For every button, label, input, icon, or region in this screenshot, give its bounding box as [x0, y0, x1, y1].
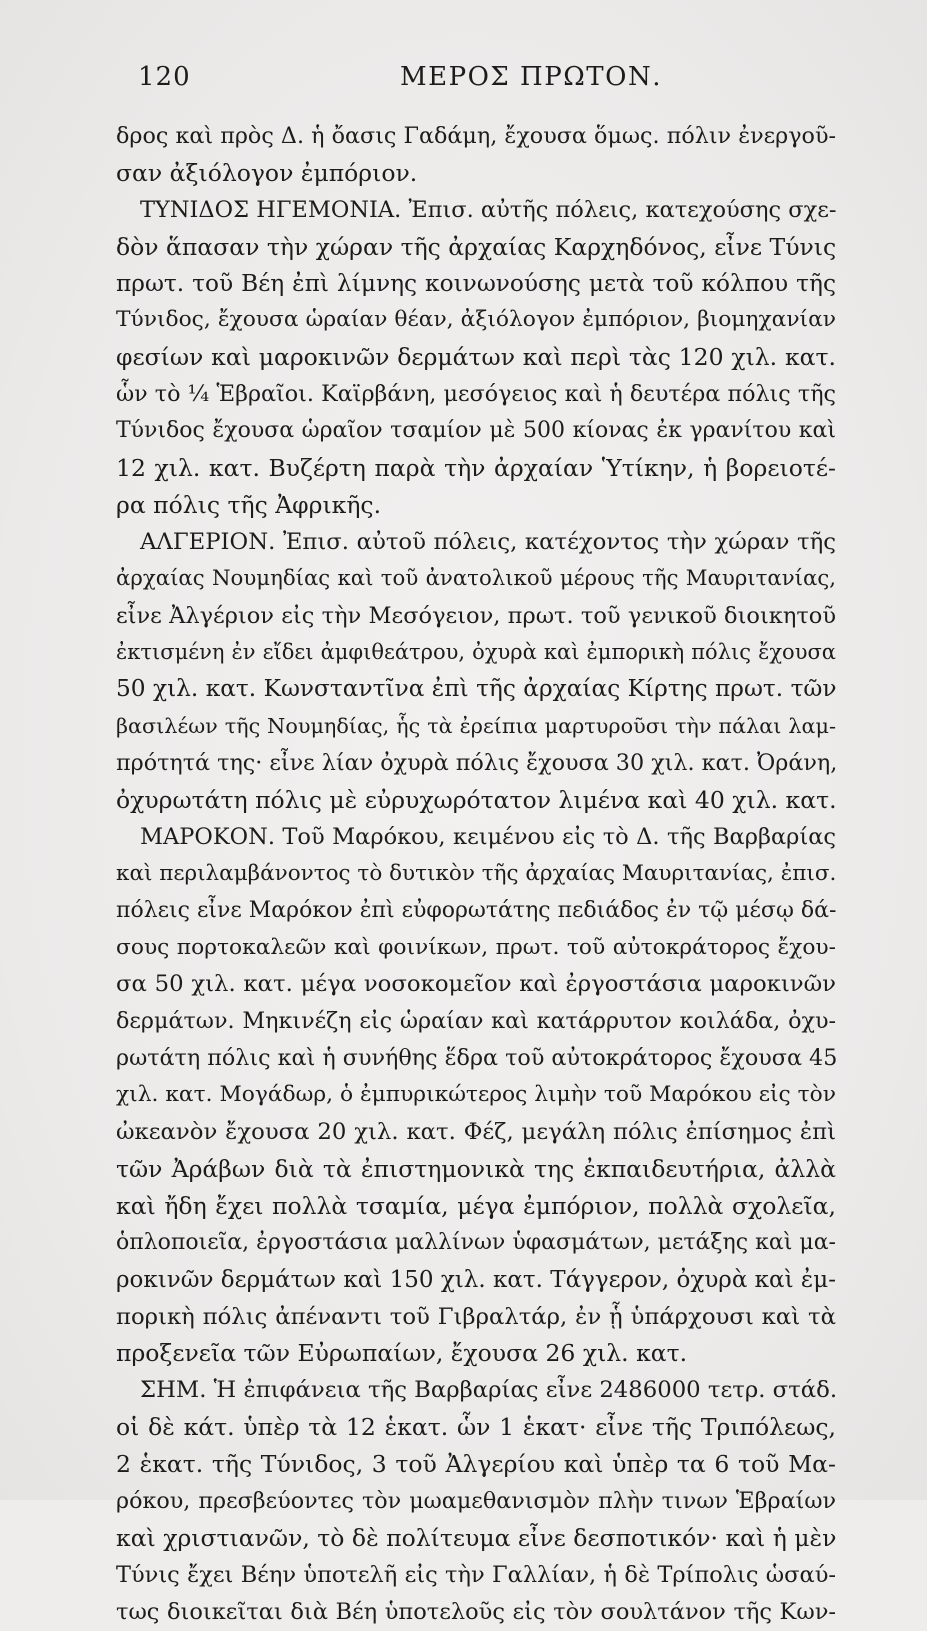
text-line: ὠκεανὸν ἔχουσα 20 χιλ. κατ. Φέζ, μεγάλη πόλις ἐπίσημος ἐπὶ	[116, 1119, 836, 1146]
text-line: πορικὴ πόλις ἀπέναντι τοῦ Γιβραλτάρ, ἐν ᾗ ὑπάρχουσι καὶ τὰ	[116, 1303, 836, 1330]
text-line: δερμάτων. Μηκινέζη εἰς ὡραίαν καὶ κατάρρυτον κοιλάδα, ὀχυ-	[116, 1008, 836, 1035]
text-line: σους πορτοκαλεῶν καὶ φοινίκων, πρωτ. τοῦ αὐτοκράτορος ἔχου-	[116, 934, 836, 960]
text-line: ΑΛΓΕΡΙΟΝ. Ἐπισ. αὐτοῦ πόλεις, κατέχοντος τὴν χώραν τῆς	[140, 528, 836, 555]
text-line: βασιλέων τῆς Νουμηδίας, ἧς τὰ ἐρείπια μαρτυροῦσι τὴν πάλαι λαμ-	[116, 714, 836, 739]
running-head: ΜΕΡΟΣ ΠΡΩΤΟΝ.	[400, 62, 662, 92]
text-line: ὁπλοποιεῖα, ἐργοστάσια μαλλίνων ὑφασμάτων, μετάξης καὶ μα-	[116, 1229, 836, 1255]
text-line: ρωτάτη πόλις καὶ ἡ συνήθης ἕδρα τοῦ αὐτοκράτορος ἔχουσα 45	[116, 1045, 838, 1072]
text-line: ἀρχαίας Νουμηδίας καὶ τοῦ ἀνατολικοῦ μέρους τῆς Μαυριτανίας,	[116, 565, 836, 591]
text-line: φεσίων καὶ μαροκινῶν δερμάτων καὶ περὶ τὰς 120 χιλ. κατ.	[116, 343, 836, 372]
text-line: σα 50 χιλ. κατ. μέγα νοσοκομεῖον καὶ ἐργοστάσια μαροκινῶν	[116, 971, 836, 998]
text-line: προξενεῖα τῶν Εὐρωπαίων, ἔχουσα 26 χιλ. κατ.	[116, 1339, 688, 1368]
text-line: ΜΑΡΟΚΟΝ. Τοῦ Μαρόκου, κειμένου εἰς τὸ Δ. τῆς Βαρβαρίας	[140, 823, 836, 850]
body-text	[116, 118, 836, 1631]
page-header	[138, 62, 828, 98]
text-line: δρος καὶ πρὸς Δ. ἡ ὄασις Γαδάμη, ἔχουσα ὅμως. πόλιν ἐνεργοῦ-	[116, 123, 836, 149]
text-line: ρα πόλις τῆς Ἀφρικῆς.	[116, 490, 382, 519]
text-line: ὀχυρωτάτη πόλις μὲ εὐρυχωρότατον λιμένα καὶ 40 χιλ. κατ.	[116, 786, 837, 815]
text-line: πόλεις εἶνε Μαρόκον ἐπὶ εὐφορωτάτης πεδιάδος ἐν τῷ μέσῳ δά-	[116, 897, 837, 923]
text-line: καὶ χριστιανῶν, τὸ δὲ πολίτευμα εἶνε δεσποτικόν· καὶ ἡ μὲν	[116, 1523, 837, 1552]
text-line: ἐκτισμένη ἐν εἴδει ἀμφιθεάτρου, ὀχυρὰ καὶ ἐμπορικὴ πόλις ἔχουσα	[116, 640, 836, 665]
text-line: Τύνιδος ἔχουσα ὡραῖον τσαμίον μὲ 500 κίονας ἐκ γρανίτου καὶ	[116, 418, 836, 444]
text-line: πρωτ. τοῦ Βέη ἐπὶ λίμνης κοινωνούσης μετὰ τοῦ κόλπου τῆς	[116, 269, 836, 297]
text-line: δὸν ἅπασαν τὴν χώραν τῆς ἀρχαίας Καρχηδόνος, εἶνε Τύνις	[116, 232, 837, 261]
text-line: Τύνιδος, ἔχουσα ὡραίαν θέαν, ἀξιόλογον ἐμπόριον, βιομηχανίαν	[116, 307, 836, 333]
text-line: σαν ἀξιόλογον ἐμπόριον.	[116, 158, 418, 187]
text-line: καὶ περιλαμβάνοντος τὸ δυτικὸν τῆς ἀρχαίας Μαυριτανίας, ἐπισ.	[116, 860, 837, 886]
text-line: πρότητά της· εἶνε λίαν ὀχυρὰ πόλις ἔχουσα 30 χιλ. κατ. Ὀράνη,	[116, 750, 838, 777]
text-line: ροκινῶν δερμάτων καὶ 150 χιλ. κατ. Τάγγερον, ὀχυρὰ καὶ ἐμ-	[116, 1266, 836, 1293]
text-line: 50 χιλ. κατ. Κωνσταντῖνα ἐπὶ τῆς ἀρχαίας Κίρτης πρωτ. τῶν	[116, 675, 837, 703]
text-line: 2 ἑκατ. τῆς Τύνιδος, 3 τοῦ Ἀλγερίου καὶ ὑπὲρ τα 6 τοῦ Μα-	[116, 1450, 836, 1479]
text-line: ρόκου, πρεσβεύοντες τὸν μωαμεθανισμὸν πλὴν τινων Ἑβραίων	[116, 1487, 836, 1514]
text-line: ΣΗΜ. Ἡ ἐπιφάνεια τῆς Βαρβαρίας εἶνε 2486000 τετρ. στάδ.	[140, 1377, 838, 1404]
text-line: χιλ. κατ. Μογάδωρ, ὁ ἐμπυρικώτερος λιμὴν τοῦ Μαρόκου εἰς τὸν	[116, 1082, 836, 1108]
text-line: καὶ ἤδη ἔχει πολλὰ τσαμία, μέγα ἐμπόριον, πολλὰ σχολεῖα,	[116, 1191, 836, 1220]
text-line: 12 χιλ. κατ. Βυζέρτη παρὰ τὴν ἀρχαίαν Ὑτίκην, ἡ βορειοτέ-	[116, 454, 836, 483]
text-line: τως διοικεῖται διὰ Βέη ὑποτελοῦς εἰς τὸν σουλτάνον τῆς Κων-	[116, 1598, 836, 1625]
text-line: οἱ δὲ κάτ. ὑπὲρ τὰ 12 ἑκατ. ὧν 1 ἑκατ· εἶνε τῆς Τριπόλεως,	[116, 1413, 836, 1442]
text-line: ὧν τὸ ¼ Ἑβραῖοι. Καϊρβάνη, μεσόγειος καὶ ἡ δευτέρα πόλις τῆς	[116, 381, 836, 408]
text-line: εἶνε Ἀλγέριον εἰς τὴν Μεσόγειον, πρωτ. τοῦ γενικοῦ διοικητοῦ	[116, 602, 836, 629]
text-line: Τύνις ἔχει Βέην ὑποτελῆ εἰς τὴν Γαλλίαν, ἡ δὲ Τρίπολις ὡσαύ-	[116, 1561, 836, 1588]
text-line: τῶν Ἀράβων διὰ τὰ ἐπιστημονικὰ της ἐκπαιδευτήρια, ἀλλὰ	[116, 1154, 836, 1183]
text-line: ΤΥΝΙΔΟΣ ΗΓΕΜΟΝΙΑ. Ἐπισ. αὐτῆς πόλεις, κατεχούσης σχε-	[140, 196, 837, 223]
page-number: 120	[138, 62, 191, 92]
